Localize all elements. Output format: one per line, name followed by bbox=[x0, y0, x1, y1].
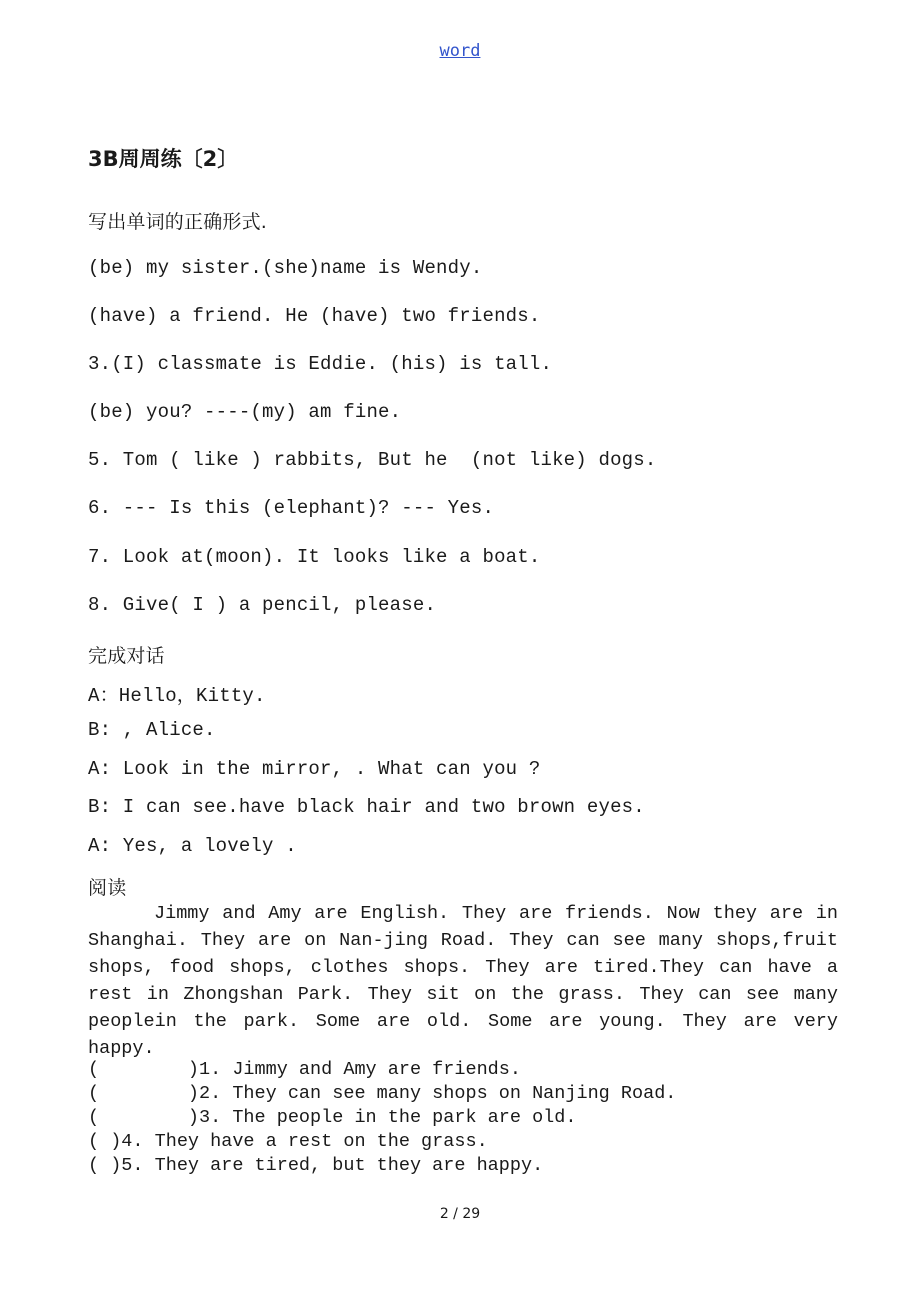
exercise-item: 8. Give( I ) a pencil, please. bbox=[88, 594, 437, 616]
exercise-item: (be) my sister.(she)name is Wendy. bbox=[88, 257, 483, 279]
quiz-question: ( )3. The people in the park are old. bbox=[88, 1107, 577, 1128]
exercise-item: 3.(I) classmate is Eddie. (his) is tall. bbox=[88, 353, 553, 375]
dialogue-line: B: I can see.have black hair and two brown eyes. bbox=[88, 796, 645, 818]
dialogue-line: B: , Alice. bbox=[88, 719, 216, 741]
reading-passage bbox=[88, 900, 838, 1062]
section-heading-word-forms: 写出单词的正确形式. bbox=[88, 211, 268, 233]
exercise-item: 6. --- Is this (elephant)? --- Yes. bbox=[88, 497, 495, 519]
quiz-question: ( )1. Jimmy and Amy are friends. bbox=[88, 1059, 521, 1080]
header-word-link[interactable]: word bbox=[439, 41, 481, 61]
dialogue-line: A: Look in the mirror, . What can you ? bbox=[88, 758, 541, 780]
exercise-item: (have) a friend. He (have) two friends. bbox=[88, 305, 541, 327]
quiz-question: ( )2. They can see many shops on Nanjing Road. bbox=[88, 1083, 677, 1104]
exercise-item: 7. Look at(moon). It looks like a boat. bbox=[88, 546, 541, 568]
dialogue-line: A：Hello，Kitty. bbox=[88, 685, 266, 707]
section-heading-dialogue: 完成对话 bbox=[88, 645, 165, 667]
page-title: 3B周周练〔2〕 bbox=[88, 147, 239, 171]
exercise-item: (be) you? ----(my) am fine. bbox=[88, 401, 402, 423]
section-heading-reading: 阅读 bbox=[88, 877, 127, 899]
dialogue-line: A: Yes, a lovely . bbox=[88, 835, 297, 857]
exercise-item: 5. Tom ( like ) rabbits, But he (not like) dogs. bbox=[88, 449, 657, 471]
quiz-question: ( )4. They have a rest on the grass. bbox=[88, 1131, 488, 1152]
quiz-question: ( )5. They are tired, but they are happy. bbox=[88, 1155, 544, 1176]
reading-passage-text: Jimmy and Amy are English. They are friends. Now they are in Shanghai. They are on Nan-jing Road. They can see many shops,fruit shops, food shops, clothes shops. They are tired.They can have a rest in Zhongshan Park. They sit on the grass. They can see many peoplein the park. Some are old. Some are young. They are very happy. bbox=[88, 903, 838, 1059]
page-number: 2 / 29 bbox=[439, 1206, 481, 1222]
